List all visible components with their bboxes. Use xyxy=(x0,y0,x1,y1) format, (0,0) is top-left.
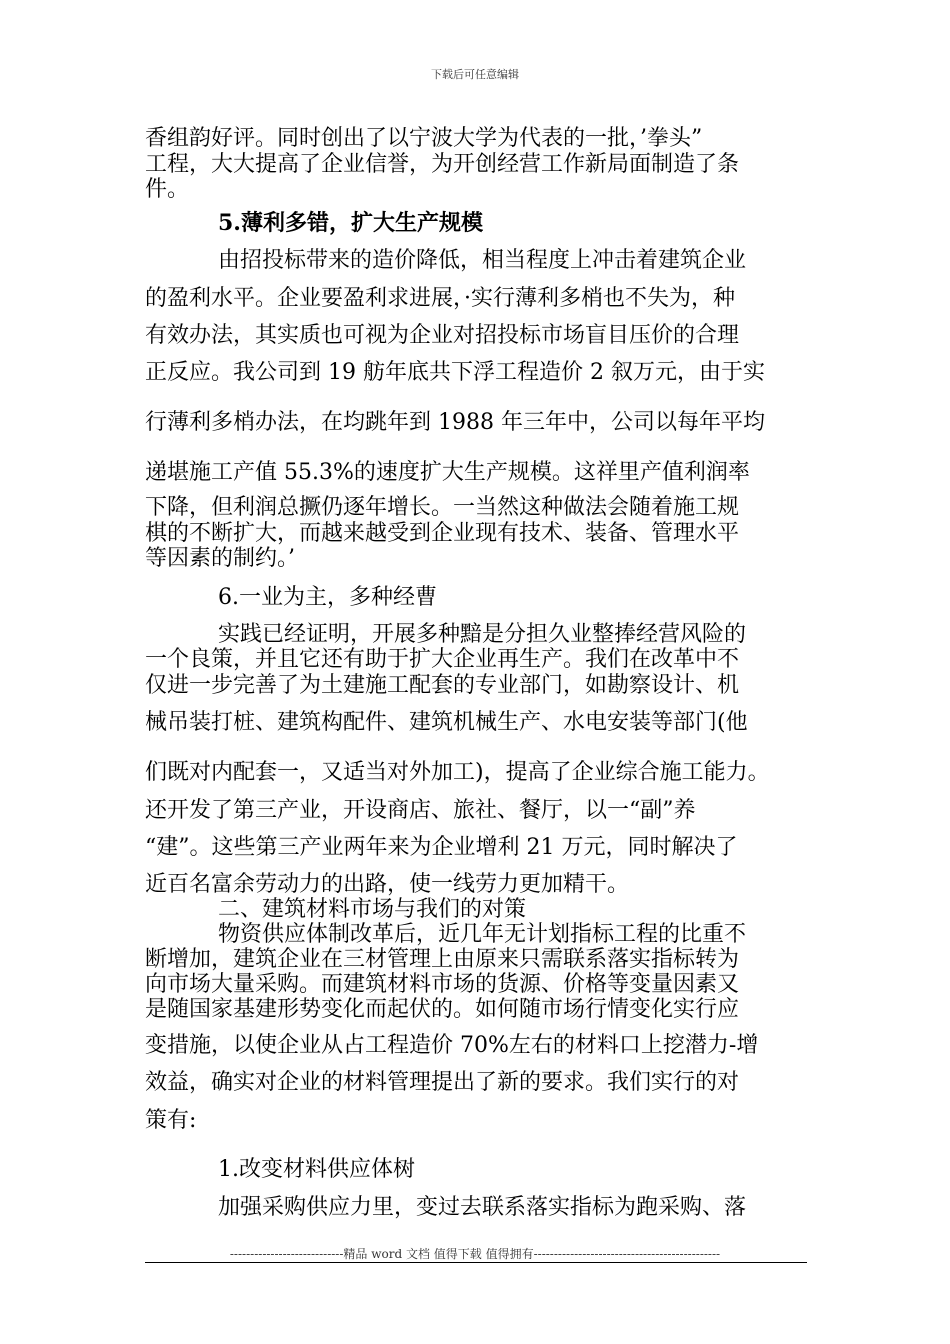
text-line: 物资供应体制改革后，近几年无计划指标工程的比重不 xyxy=(218,922,747,947)
section-heading: 1.改变材料供应体树 xyxy=(218,1157,415,1182)
text-line: 行薄利多梢办法，在均跳年到 1988 年三年中，公司以每年平均 xyxy=(145,410,765,435)
text-line: 由招投标带来的造价降低，相当程度上冲击着建筑企业 xyxy=(218,248,747,273)
section-heading: 6.一业为主，多种经曹 xyxy=(218,585,437,610)
text-line: 的盈利水平。企业要盈利求进展，·实行薄利多梢也不失为，种 xyxy=(145,286,735,311)
text-line: 正反应。我公司到 19 舫年底共下浮工程造价 2 叙万元，由于实 xyxy=(145,360,765,385)
text-line: 变措施，以使企业从占工程造价 70%左右的材料口上挖潜力-增 xyxy=(145,1033,759,1058)
text-line: 等因素的制约。’ xyxy=(145,546,295,571)
footer-divider xyxy=(145,1262,807,1263)
text-line: 下降，但利润总撅仍逐年增长。一当然这种做法会随着施工规 xyxy=(145,495,740,520)
header-note: 下载后可任意编辑 xyxy=(431,68,519,81)
text-line: 一个良策，并且它还有助于扩大企业再生产。我们在改革中不 xyxy=(145,647,740,672)
text-line: 递堪施工产值 55.3%的速度扩大生产规模。这祥里产值利润率 xyxy=(145,460,750,485)
text-line: “建”。这些第三产业两年来为企业增利 21 万元，同时解决了 xyxy=(145,835,738,860)
text-line: 效益，确实对企业的材料管理提出了新的要求。我们实行的对 xyxy=(145,1070,740,1095)
text-line: 件。 xyxy=(145,177,190,202)
text-line: 实践已经证明，开展多种黯是分担久业整捧经营风险的 xyxy=(218,622,747,647)
section-heading: 二、建筑材料市场与我们的对策 xyxy=(218,897,527,922)
text-line: 械吊装打桩、建筑构配件、建筑机械生产、水电安装等部门(他 xyxy=(145,710,748,735)
footer-note: ----------------------------精品 word 文档 值得下载 值得拥有---------------------------------------------- xyxy=(229,1247,721,1261)
text-line: 工程，大大提高了企业信誉，为开创经营工作新局面制造了条 xyxy=(145,152,740,177)
text-line: 近百名富余劳动力的出路，使一线劳力更加精干。 xyxy=(145,872,630,897)
text-line: 还开发了第三产业，开设商店、旅社、餐厅，以一“副”养 xyxy=(145,798,696,823)
text-line: 策有: xyxy=(145,1108,197,1133)
section-heading: 5.薄利多错，扩大生产规模 xyxy=(218,210,483,236)
text-line: 棋的不断扩大，而越来越受到企业现有技术、装备、管理水平 xyxy=(145,521,740,546)
text-line: 断增加，建筑企业在三材管理上由原来只需联系落实指标转为 xyxy=(145,947,740,972)
text-line: 们既对内配套一，又适当对外加工)，提高了企业综合施工能力。 xyxy=(145,760,770,785)
text-line: 是随国家基建形势变化而起伏的。如何随市场行情变化实行应 xyxy=(145,997,740,1022)
text-line: 香组韵好评。同时创出了以宁波大学为代表的一批，’拳头” xyxy=(145,126,703,151)
text-line: 仅进一步完善了为土建施工配套的专业部门，如勘察设计、机 xyxy=(145,673,740,698)
text-line: 向市场大量采购。而建筑材料市场的货源、价格等变量因素又 xyxy=(145,972,740,997)
text-line: 有效办法，其实质也可视为企业对招投标市场盲目压价的合理 xyxy=(145,323,740,348)
text-line: 加强采购供应力里，变过去联系落实指标为跑采购、落 xyxy=(218,1195,747,1220)
